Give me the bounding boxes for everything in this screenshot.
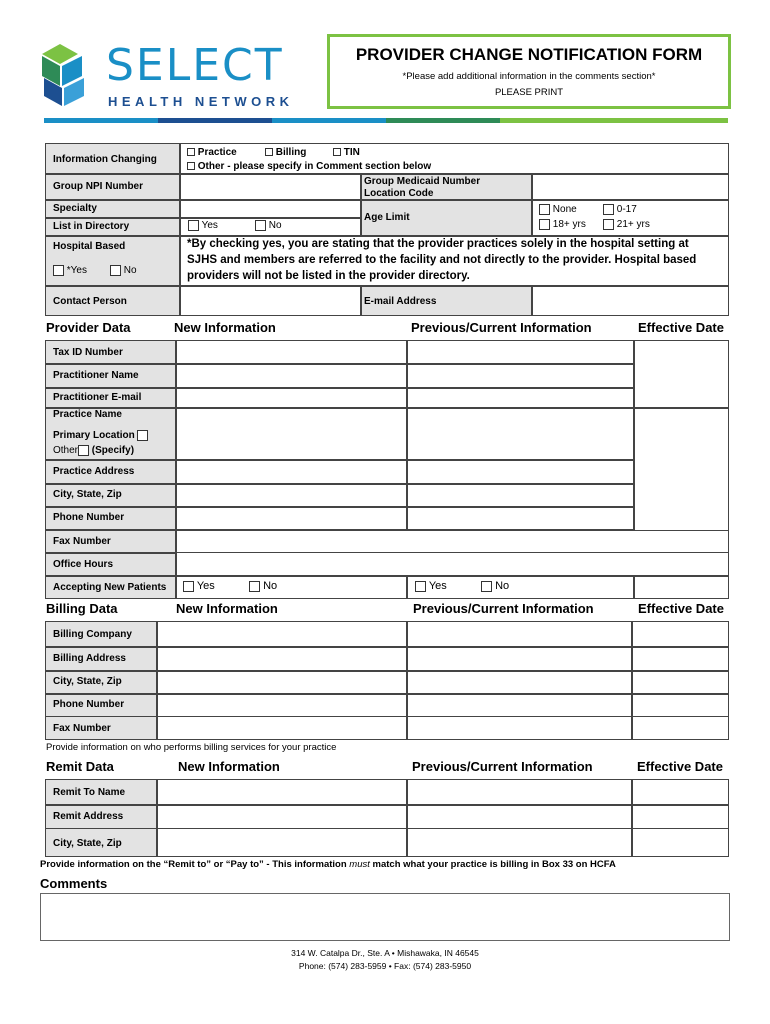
hospital-note-line-2: SJHS and members are referred to the facility and not directly to the provider. Hospital based bbox=[187, 254, 697, 266]
list-dir-no[interactable] bbox=[255, 220, 282, 231]
form-instruction: *Please add additional information in the comments section* bbox=[402, 71, 656, 82]
age-21-option[interactable] bbox=[603, 219, 650, 230]
print-note: PLEASE PRINT bbox=[494, 87, 564, 98]
provider-new-info-header: New Information bbox=[174, 320, 276, 335]
tin-checkbox[interactable] bbox=[333, 148, 341, 156]
remit-note bbox=[40, 859, 616, 870]
opt-tin[interactable] bbox=[333, 147, 360, 158]
prac-name-label: Practitioner Name bbox=[53, 370, 139, 381]
group-medicaid-label: Group Medicaid Number bbox=[364, 176, 481, 187]
age-limit-label: Age Limit bbox=[364, 212, 410, 223]
other-loc-option[interactable] bbox=[53, 445, 134, 456]
remit-prev-info-header: Previous/Current Information bbox=[412, 759, 593, 774]
opt-tin-label: TIN bbox=[343, 147, 360, 158]
accepting-prev-yes[interactable] bbox=[415, 580, 447, 592]
practice-address-label: Practice Address bbox=[53, 466, 135, 477]
city-row bbox=[45, 484, 634, 507]
provider-prev-info-header: Previous/Current Information bbox=[411, 320, 592, 335]
age-0-17-label: 0-17 bbox=[616, 204, 637, 216]
age-18-checkbox[interactable] bbox=[539, 219, 550, 230]
form-title: PROVIDER CHANGE NOTIFICATION FORM bbox=[355, 45, 703, 64]
billing-company-label: Billing Company bbox=[53, 629, 132, 640]
remit-eff-date-header: Effective Date bbox=[637, 759, 723, 774]
list-dir-yes-checkbox[interactable] bbox=[188, 220, 199, 231]
comments-header: Comments bbox=[40, 876, 108, 891]
accepting-new-no[interactable] bbox=[249, 580, 277, 592]
logo bbox=[42, 40, 302, 112]
specialty-label: Specialty bbox=[53, 203, 97, 214]
accepting-new-no-label: No bbox=[263, 580, 278, 592]
age-21-label: 21+ yrs bbox=[616, 219, 650, 231]
email-label: E-mail Address bbox=[364, 296, 437, 307]
billing-data-header: Billing Data bbox=[46, 601, 118, 616]
prac-email-label: Practitioner E-mail bbox=[53, 392, 142, 403]
specify-label: (Specify) bbox=[91, 445, 135, 457]
contact-label: Contact Person bbox=[53, 296, 127, 307]
remit-name-label: Remit To Name bbox=[53, 787, 126, 798]
group-medicaid-input[interactable] bbox=[532, 174, 729, 200]
billing-city-label: City, State, Zip bbox=[53, 676, 122, 687]
hours-divider bbox=[176, 530, 729, 553]
provider-data-header: Provider Data bbox=[46, 320, 131, 335]
logo-name: SELECT bbox=[106, 40, 284, 91]
opt-practice-label: Practice bbox=[197, 147, 237, 158]
phone-label: Phone Number bbox=[53, 512, 125, 523]
age-18-option[interactable] bbox=[539, 219, 586, 230]
billing-note: Provide information on who performs billing services for your practice bbox=[46, 742, 337, 753]
accepting-prev-no-checkbox[interactable] bbox=[481, 581, 492, 592]
hospital-yes-checkbox[interactable] bbox=[53, 265, 64, 276]
accepting-new-yes[interactable] bbox=[183, 580, 215, 592]
hours-label: Office Hours bbox=[53, 559, 114, 570]
accepting-new-yes-checkbox[interactable] bbox=[183, 581, 194, 592]
footer-address: 314 W. Catalpa Dr., Ste. A • Mishawaka, IN 46545 bbox=[291, 948, 479, 958]
billing-row-4 bbox=[45, 694, 729, 717]
age-18-label: 18+ yrs bbox=[552, 219, 586, 231]
hospital-yes[interactable] bbox=[53, 265, 87, 276]
provider-eff-date-header: Effective Date bbox=[638, 320, 724, 335]
group-npi-input[interactable] bbox=[180, 174, 361, 200]
list-dir-yes[interactable] bbox=[188, 220, 218, 231]
billing-checkbox[interactable] bbox=[265, 148, 273, 156]
billing-row-2 bbox=[45, 647, 729, 671]
info-changing-label: Information Changing bbox=[53, 154, 157, 165]
remit-address-label: Remit Address bbox=[53, 811, 124, 822]
list-dir-no-checkbox[interactable] bbox=[255, 220, 266, 231]
footer-phone: Phone: (574) 283-5959 • Fax: (574) 283-5950 bbox=[298, 961, 472, 971]
accepting-new-yes-label: Yes bbox=[196, 580, 215, 592]
opt-other-label: Other - please specify in Comment section below bbox=[197, 161, 432, 172]
logo-subtitle: HEALTH NETWORK bbox=[108, 94, 294, 109]
hospital-based-label: Hospital Based bbox=[53, 241, 126, 252]
remit-note-part-a: Provide information on the “Remit to” or “Pay to” - This information bbox=[40, 859, 350, 870]
accepting-label: Accepting New Patients bbox=[53, 582, 167, 593]
primary-loc-option[interactable] bbox=[53, 430, 148, 441]
other-loc-label: Other bbox=[53, 445, 79, 457]
billing-prev-info-header: Previous/Current Information bbox=[413, 601, 594, 616]
age-none-checkbox[interactable] bbox=[539, 204, 550, 215]
accepting-new-no-checkbox[interactable] bbox=[249, 581, 260, 592]
group-npi-label: Group NPI Number bbox=[53, 181, 144, 192]
remit-row-2 bbox=[45, 805, 729, 829]
hospital-no-checkbox[interactable] bbox=[110, 265, 121, 276]
practice-name-label: Practice Name bbox=[53, 409, 122, 420]
practice-checkbox[interactable] bbox=[187, 148, 195, 156]
list-dir-label: List in Directory bbox=[53, 221, 130, 232]
remit-note-must: must bbox=[349, 859, 370, 870]
accepting-prev-no[interactable] bbox=[481, 580, 509, 592]
brand-color-bar bbox=[44, 118, 728, 123]
remit-data-header: Remit Data bbox=[46, 759, 114, 774]
accepting-prev-yes-label: Yes bbox=[428, 580, 447, 592]
email-input[interactable] bbox=[532, 286, 729, 316]
opt-billing-label: Billing bbox=[275, 147, 307, 158]
age-0-17-option[interactable] bbox=[603, 204, 637, 215]
billing-row-3 bbox=[45, 671, 729, 694]
city-label: City, State, Zip bbox=[53, 489, 122, 500]
specialty-input[interactable] bbox=[180, 200, 361, 218]
opt-practice[interactable] bbox=[187, 147, 237, 158]
provider-eff-column[interactable] bbox=[634, 340, 729, 408]
billing-address-label: Billing Address bbox=[53, 653, 126, 664]
list-dir-no-label: No bbox=[268, 220, 282, 232]
age-none-option[interactable] bbox=[539, 204, 577, 215]
phone-row bbox=[45, 507, 634, 530]
opt-billing[interactable] bbox=[265, 147, 306, 158]
other-checkbox[interactable] bbox=[187, 162, 195, 170]
age-21-checkbox[interactable] bbox=[603, 219, 614, 230]
billing-eff-date-header: Effective Date bbox=[638, 601, 724, 616]
age-0-17-checkbox[interactable] bbox=[603, 204, 614, 215]
other-loc-checkbox[interactable] bbox=[78, 445, 89, 456]
accepting-prev-yes-checkbox[interactable] bbox=[415, 581, 426, 592]
billing-new-info-header: New Information bbox=[176, 601, 278, 616]
billing-fax-label: Fax Number bbox=[53, 723, 111, 734]
tax-id-row bbox=[45, 340, 634, 364]
comments-input[interactable] bbox=[40, 893, 730, 941]
tax-id-label: Tax ID Number bbox=[53, 347, 123, 358]
contact-input[interactable] bbox=[180, 286, 361, 316]
location-code-label: Location Code bbox=[364, 188, 434, 199]
form-title-box bbox=[327, 34, 731, 109]
logo-mark-icon bbox=[42, 44, 94, 106]
billing-row-1 bbox=[45, 621, 729, 647]
hospital-no-label: No bbox=[123, 265, 137, 277]
remit-city-label: City, State, Zip bbox=[53, 838, 122, 849]
hospital-note-line-3: providers will not be listed in the provider directory. bbox=[187, 270, 470, 282]
list-dir-yes-label: Yes bbox=[201, 220, 218, 232]
primary-loc-label: Primary Location bbox=[53, 430, 135, 442]
accepting-prev-no-label: No bbox=[495, 580, 510, 592]
age-none-label: None bbox=[552, 204, 577, 216]
remit-note-part-b: match what your practice is billing in Box 33 on HCFA bbox=[369, 859, 616, 870]
primary-loc-checkbox[interactable] bbox=[137, 430, 148, 441]
hospital-no[interactable] bbox=[110, 265, 137, 276]
billing-phone-label: Phone Number bbox=[53, 699, 125, 710]
opt-other[interactable] bbox=[187, 161, 431, 172]
hospital-note-line-1: *By checking yes, you are stating that the provider practices solely in the hospital setting at bbox=[187, 238, 689, 250]
remit-row-1 bbox=[45, 779, 729, 805]
remit-new-info-header: New Information bbox=[178, 759, 280, 774]
fax-label: Fax Number bbox=[53, 536, 111, 547]
hospital-yes-label: *Yes bbox=[66, 265, 87, 277]
